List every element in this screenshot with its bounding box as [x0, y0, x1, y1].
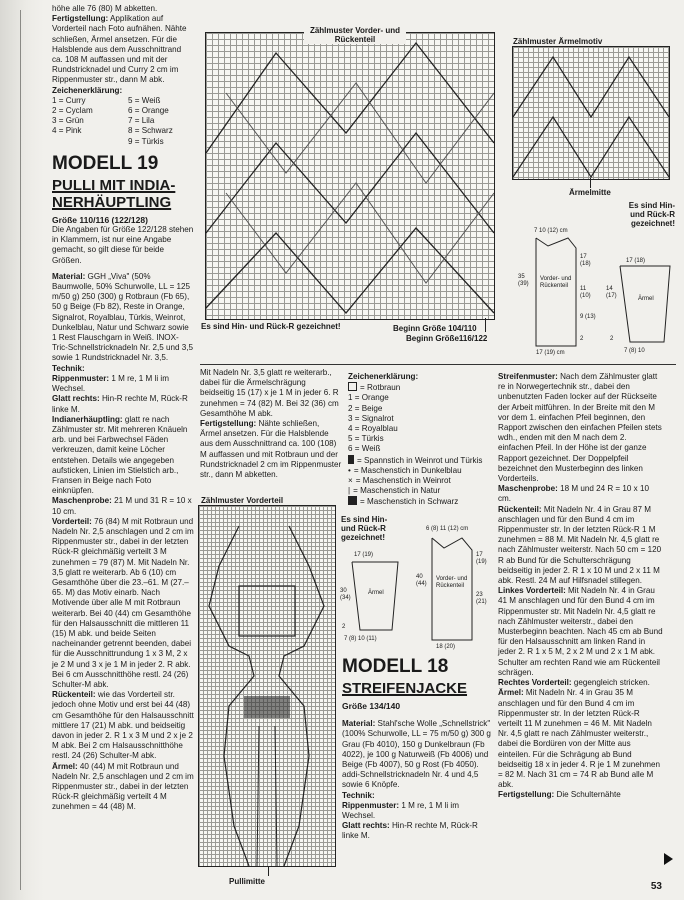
label: Glatt rechts: — [52, 394, 100, 404]
color-key — [52, 96, 194, 147]
text: GGH „Viva" (50% Baumwolle, 50% Schurwolle, LL = 125 m/50 g) 250 (300) g Rotbraun (Fb 65), 50 g Beige (Fb 82), Reste in Orange, Signalrot, Royalblau, Türkis, Weinrot, Dunkelblau, Natur und Schwarz sowie 1 Rest Flauschgarn in Weiß. INOX-Tric-Schnellstricknadeln Nr. 2,5 und 3,5 sowie 1 Rundstricknadel Nr. 3,5. — [52, 271, 193, 363]
legend-item: 2 = Beige — [348, 403, 383, 413]
key-heading: Zeichenerklärung: — [52, 85, 123, 95]
text: Mit Nadeln Nr. 4 in Grau 41 M anschlagen und für den Bund 4 cm im Rippenmuster str. Mit Nadeln Nr. 4,5 glatt re nach Zählmuster weiterstr., dabei den Musterbeginn beachten. Nach 45 cm ab Bund für den Halsausschnitt am linken Rand in jeder 2. R 1 x 5 M, 2 x 2 M und 2 x 1 M abk. Schulter am rechten Rand wie am Rückenteil schrägen. — [498, 586, 663, 677]
schematic-front-back-2: 6 (8) 11 (12) cm 40 (44) Vorder- und Rückenteil 17 (19) 23 (21) 18 (20) — [416, 526, 487, 650]
size-start-label: Beginn Größe 104/110 — [393, 324, 477, 333]
label: Rechtes Vorderteil: — [498, 678, 572, 688]
model-title-1: PULLI MIT INDIA- — [52, 176, 176, 194]
page-number: 53 — [650, 881, 662, 892]
text: Hin-R rechte M, Rück-R linke M. — [52, 394, 188, 414]
text: Hin-R rechte M, Rück-R linke M. — [342, 821, 478, 841]
text: Nähte schließen, Ärmel ansetzen. Für die Halsblende aus dem Ausschnittrand ca. 100 (108) M auffassen und mit Rotbraun und der Rundstricknadel 2 cm im Rippenmuster str., dann M abketten. — [200, 419, 342, 480]
legend-item: 6 = Weiß — [348, 444, 381, 454]
text: glatt re nach Zählmuster str. Mit mehreren Knäueln arb. und bei Farbwechsel Fäden verkreuzen, damit keine Löcher entstehen. Details wie angegeben aufsticken, Linien im Stielstich arb., Fransen in Beige nach Foto einknüpfen. — [52, 414, 188, 496]
legend-item: | = Maschenstich in Natur — [348, 486, 441, 496]
x-icon: × — [348, 476, 353, 486]
front-chart-title: Zählmuster Vorderteil — [201, 496, 284, 505]
size-marker — [485, 318, 486, 332]
pullover-center-label: Pullimitte — [229, 877, 266, 886]
text: Nach dem Zählmuster glatt re in Norwegertechnik str., dabei den unbenutzten Faden locker auf der Rückseite der Arbeit mitführen. In der Breite mit den M vor dem 1. einfachen Pfeil beginnen, den Rapport zwischen den einfachen Pfeilen stets wdh., enden mit den M nach dem 2. einfachen Pfeil. In der Höhe ist der ganze Rapport gezeichnet. Der Doppelpfeil bezeichnet den Musterbeginn des linken Vorderteils. — [498, 372, 662, 484]
line-icon: | — [348, 486, 351, 496]
text: Stahl'sche Wolle „Schnellstrick" (100% Schurwolle, LL = 75 m/50 g) 300 g Grau (Fb 4010), 150 g Dunkelbraun (Fb 4022), je 100 g Naturweiß (Fb 4006) und Beige (Fb 4007), 50 g Rost (Fb 4050). addi-Schnellstricknadeln Nr. 4 und 4,5 sowie 6 Knöpfe. — [342, 719, 491, 790]
sleeve-center-marker — [590, 178, 591, 188]
text: wie das Vorderteil str. jedoch ohne Motiv und erst bei 44 (48) cm Gesamthöhe für den Halsausschnitt mittlere 17 (21) M abk. und beidseitig davon in jeder 2. R 1 x 3 M und 2 x je 2 M abk. Bei 2 cm Halsausschnitthöhe restl. 24 (26) Schulter-M abk. — [52, 690, 194, 761]
legend-title: Zeichenerklärung: — [348, 372, 419, 381]
label: Fertigstellung: — [200, 419, 257, 429]
text: 21 M und 31 R = 10 x 10 cm. — [52, 496, 192, 516]
label: Fertigstellung: — [52, 14, 109, 24]
text: Mit Nadeln Nr. 4 in Grau 35 M anschlagen und für den Bund 4 cm im Rippenmuster str. In der letzten Rück-R verteilt 11 M zunehmen = 46 M. Mit Nadeln Nr. 4,5 glatt re nach Zählmuster weiterstr., dabei die Bordüren von der Mitte aus einteilen. Für die Schrägung ab Bund beidseitig 18 x in jeder 4. R je 1 M zunehmen = 82 M. Nach 31 cm = 74 R ab Bund alle M abk. — [498, 688, 660, 790]
chief-motif — [199, 506, 335, 866]
pullover-center-marker — [268, 866, 269, 876]
filled-square-icon — [348, 496, 357, 505]
label: Indianerhäuptling: — [52, 414, 123, 424]
size-start-label: Beginn Größe116/122 — [406, 334, 488, 343]
key-item: 9 = Türkis — [128, 136, 164, 146]
legend-item: 1 = Orange — [348, 393, 389, 403]
schematic-sleeve-2: 17 (19) 30 (34) Ärmel 7 (8) 10 (11) 2 — [340, 548, 402, 648]
key-item: 7 = Lila — [128, 116, 155, 126]
sleeve-center-label: Ärmelmitte — [569, 188, 611, 197]
label: Technik: — [52, 363, 85, 373]
label: Streifenmuster: — [498, 372, 558, 381]
label: Ärmel: — [498, 688, 524, 698]
text: Mit Nadeln Nr. 3,5 glatt re weiterarb., dabei für die Ärmelschrägung beidseitig 15 (17) x je 1 M in jeder 6. R zunehmen = 74 (82) M. Bei 32 (36) cm Gesamthöhe M abk. — [200, 368, 339, 418]
text: 40 (44) M mit Rotbraun und Nadeln Nr. 2,5 anschlagen und 2 cm im Rippenmuster str., dabei in der letzten Rück-R gleichmäßig verteilt 4 M zunehmen = 44 (48) M. — [52, 761, 194, 812]
legend-item: = Maschenstich in Schwarz — [348, 496, 494, 507]
key-item: 5 = Weiß — [128, 95, 161, 105]
text: 18 M und 24 R = 10 x 10 cm. — [498, 484, 649, 504]
chart-note: Es sind Hin- und Rück-R gezeichnet! — [340, 515, 398, 542]
legend-item: 5 = Türkis — [348, 434, 384, 444]
text: 1 M re, 1 M li im Wechsel. — [52, 373, 169, 394]
label: Rückenteil: — [498, 504, 542, 514]
key-item: 1 = Curry — [52, 95, 86, 105]
model-title: STREIFENJACKE — [342, 680, 468, 697]
chart-note: Es sind Hin- und Rück-R gezeichnet! — [618, 201, 676, 228]
divider — [200, 364, 676, 365]
empty-square-icon — [348, 382, 357, 391]
modell18-section — [342, 656, 492, 842]
text: Applikation auf Vorderteil nach Foto aufnähen. Nähte schließen, Ärmel ansetzen. Für die Halsblende aus dem Ausschnittrand ca. 108 M auffassen und mit der Rundstricknadel und Curry 2 cm im Rippenmuster str., dann M abk. — [52, 14, 187, 85]
label: Rippenmuster: — [342, 800, 400, 810]
continue-arrow-icon — [664, 853, 673, 865]
text: gegengleich stricken. — [573, 678, 650, 688]
front-back-chart — [205, 32, 495, 320]
key-item: 8 = Schwarz — [128, 126, 173, 136]
right-column — [498, 372, 664, 801]
label: Rückenteil: — [52, 690, 96, 700]
key-item: 2 = Cyclam — [52, 106, 93, 116]
binder-edge — [0, 0, 44, 900]
legend-item: 4 = Royalblau — [348, 424, 398, 434]
legend-item: 3 = Signalrot — [348, 413, 394, 423]
page-edge — [0, 10, 21, 890]
size-heading: Größe 134/140 — [342, 701, 401, 711]
legend — [348, 372, 494, 508]
chart-note: Es sind Hin- und Rück-R gezeichnet! — [200, 322, 362, 331]
sleeve-chart — [512, 46, 670, 180]
front-chart — [198, 505, 336, 867]
text: 76 (84) M mit Rotbraun und Nadeln Nr. 2,5 anschlagen und 2 cm im Rippenmuster str., dabei in der letzten Rück-R gleichmäßig verteilt 3 M zunehmen = 79 (87) M. Mit Nadeln Nr. 3,5 glatt re weiterarb. Ab 6 (10) cm Gesamthöhe über die 23.–61. M (27.–65. M) das Motiv einarb. Nach Motivende über alle M mit Rotbraun weiterarb. Bei 40 (44) cm Gesamthöhe für den Halsausschnitt die mittleren 11 (15) M abk. und beide Seiten nacheinander getrennt beenden, dabei für die Ausschnittrundung 1 x 3 M, 2 x je 2 M und 3 x je 1 M in jeder 2. R abk. Bei 6 cm Ausschnitthöhe restl. 24 (26) Schulter-M abk. — [52, 516, 194, 689]
label: Technik: — [342, 790, 375, 800]
label: Maschenprobe: — [498, 484, 558, 494]
text: Mit Nadeln Nr. 4 in Grau 87 M anschlagen und für den Bund 4 cm im Rippenmuster str. In der letzten Rück-R 1 M zunehmen = 88 M. Mit Nadeln Nr. 4,5 glatt re nach Zählmuster weiterstr. Nach 50 cm = 120 R ab Bund für die Schulterschrägung beidseitig in jeder 2. R 1 x 10 M und 2 x 11 M abk. Restl. 24 M auf Hilfsnadel stillegen. — [498, 504, 662, 586]
legend-item: = Rotbraun — [348, 382, 494, 393]
schematic-front-back: 7 10 (12) cm 35 (39) Vorder- und Rückenteil 17 (18) 11 (10) 9 (13) 2 17 (19) cm — [518, 228, 596, 356]
text: 1 M re, 1 M li im Wechsel. — [342, 800, 459, 821]
text: Die Schulternähte — [556, 790, 621, 800]
text: Die Angaben für Größe 122/128 stehen in Klammern, ist nur eine Angabe gemacht, so gilt diese für beide Größen. — [52, 225, 194, 265]
label: Fertigstellung: — [498, 790, 555, 800]
stitch-bar-icon — [348, 455, 354, 464]
sleeve-motif — [513, 47, 669, 179]
label: Material: — [52, 271, 86, 281]
key-item: 4 = Pink — [52, 126, 82, 136]
label: Glatt rechts: — [342, 821, 390, 831]
label: Material: — [342, 719, 376, 729]
dot-icon: • — [348, 465, 351, 475]
legend-item: × = Maschenstich in Weinrot — [348, 476, 451, 486]
middle-column — [200, 368, 342, 480]
front-back-chart-title: Zählmuster Vorder- und Rückenteil — [304, 26, 406, 44]
model-title-2: NERHÄUPTLING — [52, 193, 172, 211]
label: Ärmel: — [52, 761, 78, 771]
key-item: 3 = Grün — [52, 116, 84, 126]
chart-motif — [206, 33, 494, 319]
legend-item: • = Maschenstich in Dunkelblau — [348, 465, 462, 475]
label: Linkes Vorderteil: — [498, 586, 566, 596]
label: Vorderteil: — [52, 516, 92, 526]
text: höhe alle 76 (80) M abketten. — [52, 4, 158, 13]
key-item: 6 = Orange — [128, 106, 169, 116]
size-heading: Größe 110/116 (122/128) — [52, 214, 148, 225]
modell-heading: MODELL 19 — [52, 152, 159, 174]
legend-item: = Spannstich in Weinrot und Türkis — [348, 455, 494, 466]
sleeve-chart-title: Zählmuster Ärmelmotiv — [513, 37, 603, 46]
label: Rippenmuster: — [52, 373, 110, 383]
left-column — [52, 4, 194, 813]
schematic-sleeve: 17 (18) 14 (17) Ärmel 7 (8) 10 2 — [606, 256, 676, 358]
modell-heading: MODELL 18 — [342, 656, 449, 677]
label: Maschenprobe: — [52, 496, 112, 506]
